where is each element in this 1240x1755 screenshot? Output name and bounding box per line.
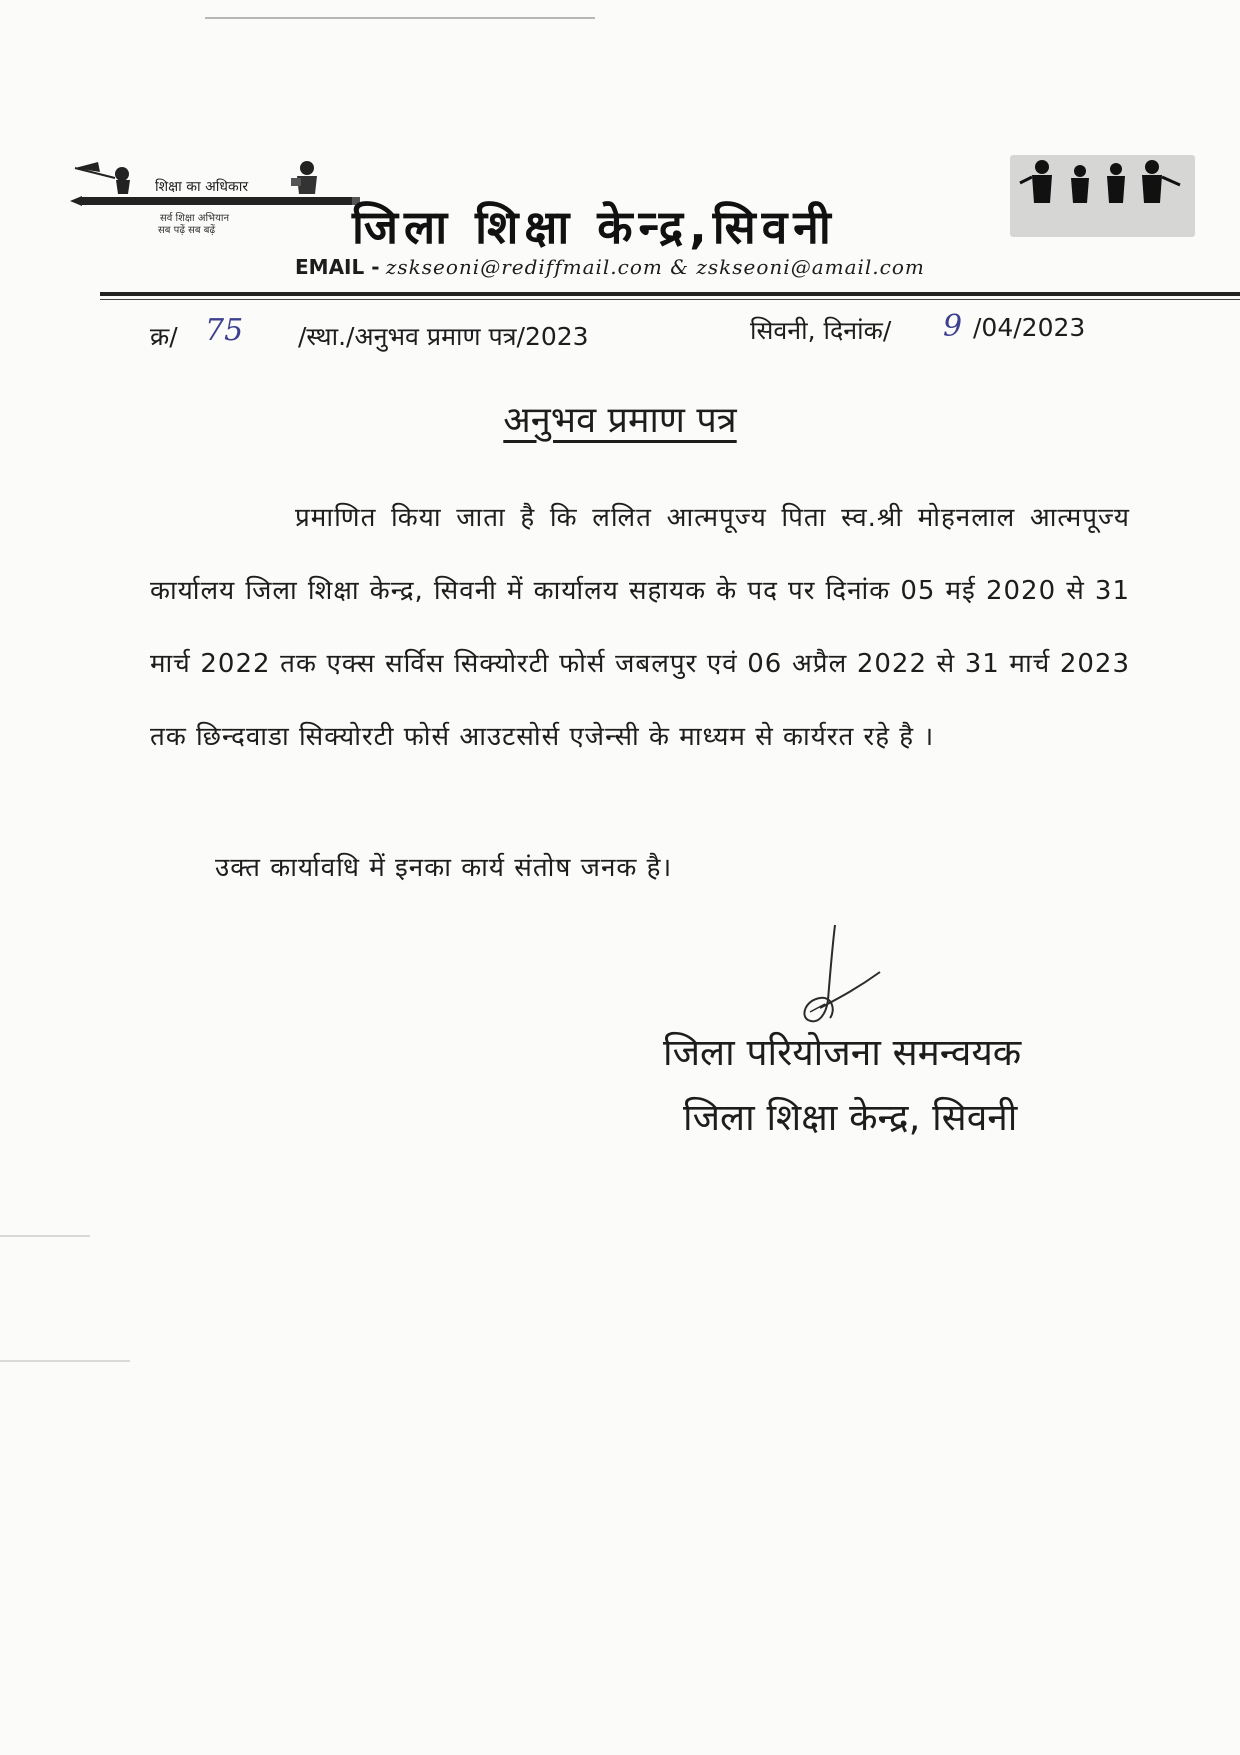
date-prefix: सिवनी, दिनांक/ (750, 316, 892, 345)
shiksha-ka-adhikar-logo (70, 160, 360, 240)
certificate-remark: उक्त कार्यावधि में इनका कार्य संतोष जनक है। (215, 853, 673, 883)
email-label: EMAIL - (295, 255, 380, 279)
handwritten-signature (780, 920, 900, 1040)
reference-prefix: क्र/ (150, 322, 178, 351)
scan-artifact-mark (0, 1360, 130, 1362)
email-address: zskseoni@rediffmail.com & zskseoni@amail.com (385, 255, 925, 279)
date-suffix: /04/2023 (973, 313, 1086, 342)
reference-number: 75 (205, 313, 244, 348)
pencil-icon (70, 196, 360, 206)
email-line (295, 255, 925, 279)
header-divider (100, 292, 1240, 296)
logo-banner-text: शिक्षा का अधिकार (155, 179, 249, 195)
certificate-body: प्रमाणित किया जाता है कि ललित आत्मपूज्य पिता स्व.श्री मोहनलाल आत्मपूज्य कार्यालय जिला शिक्षा केन्द्र, सिवनी में कार्यालय सहायक के पद पर दिनांक 05 मई 2020 से 31 मार्च 2022 तक एक्स सर्विस सिक्योरटी फोर्स जबलपुर एवं 06 अप्रैल 2022 से 31 मार्च 2023 तक छिन्दवाडा सिक्योरटी फोर्स आउटसोर्स एजेन्सी के माध्यम से कार्यरत रहे है । (150, 503, 1130, 752)
signatory-designation: जिला परियोजना समन्वयक (663, 1031, 1022, 1074)
header-divider-thin (100, 299, 1240, 300)
reference-line (150, 309, 1150, 355)
signatory-office: जिला शिक्षा केन्द्र, सिवनी (683, 1096, 1018, 1139)
scan-artifact-mark (0, 1235, 90, 1237)
school-chale-hum-logo (1010, 155, 1195, 237)
child-reading-icon (285, 160, 330, 200)
logo-tagline-2: सब पढ़ें सब बढ़ें (158, 225, 216, 236)
certificate-heading: अनुभव प्रमाण पत्र (503, 400, 737, 441)
office-title: जिला शिक्षा केन्द्र,सिवनी (352, 200, 837, 254)
reference-suffix: /स्था./अनुभव प्रमाण पत्र/2023 (298, 322, 589, 351)
logo-tagline-1: सर्व शिक्षा अभियान (160, 213, 230, 224)
child-with-flag-icon (70, 160, 140, 200)
scan-artifact-line (205, 17, 595, 19)
children-group-icon (1010, 155, 1195, 215)
date-day: 9 (943, 309, 963, 344)
